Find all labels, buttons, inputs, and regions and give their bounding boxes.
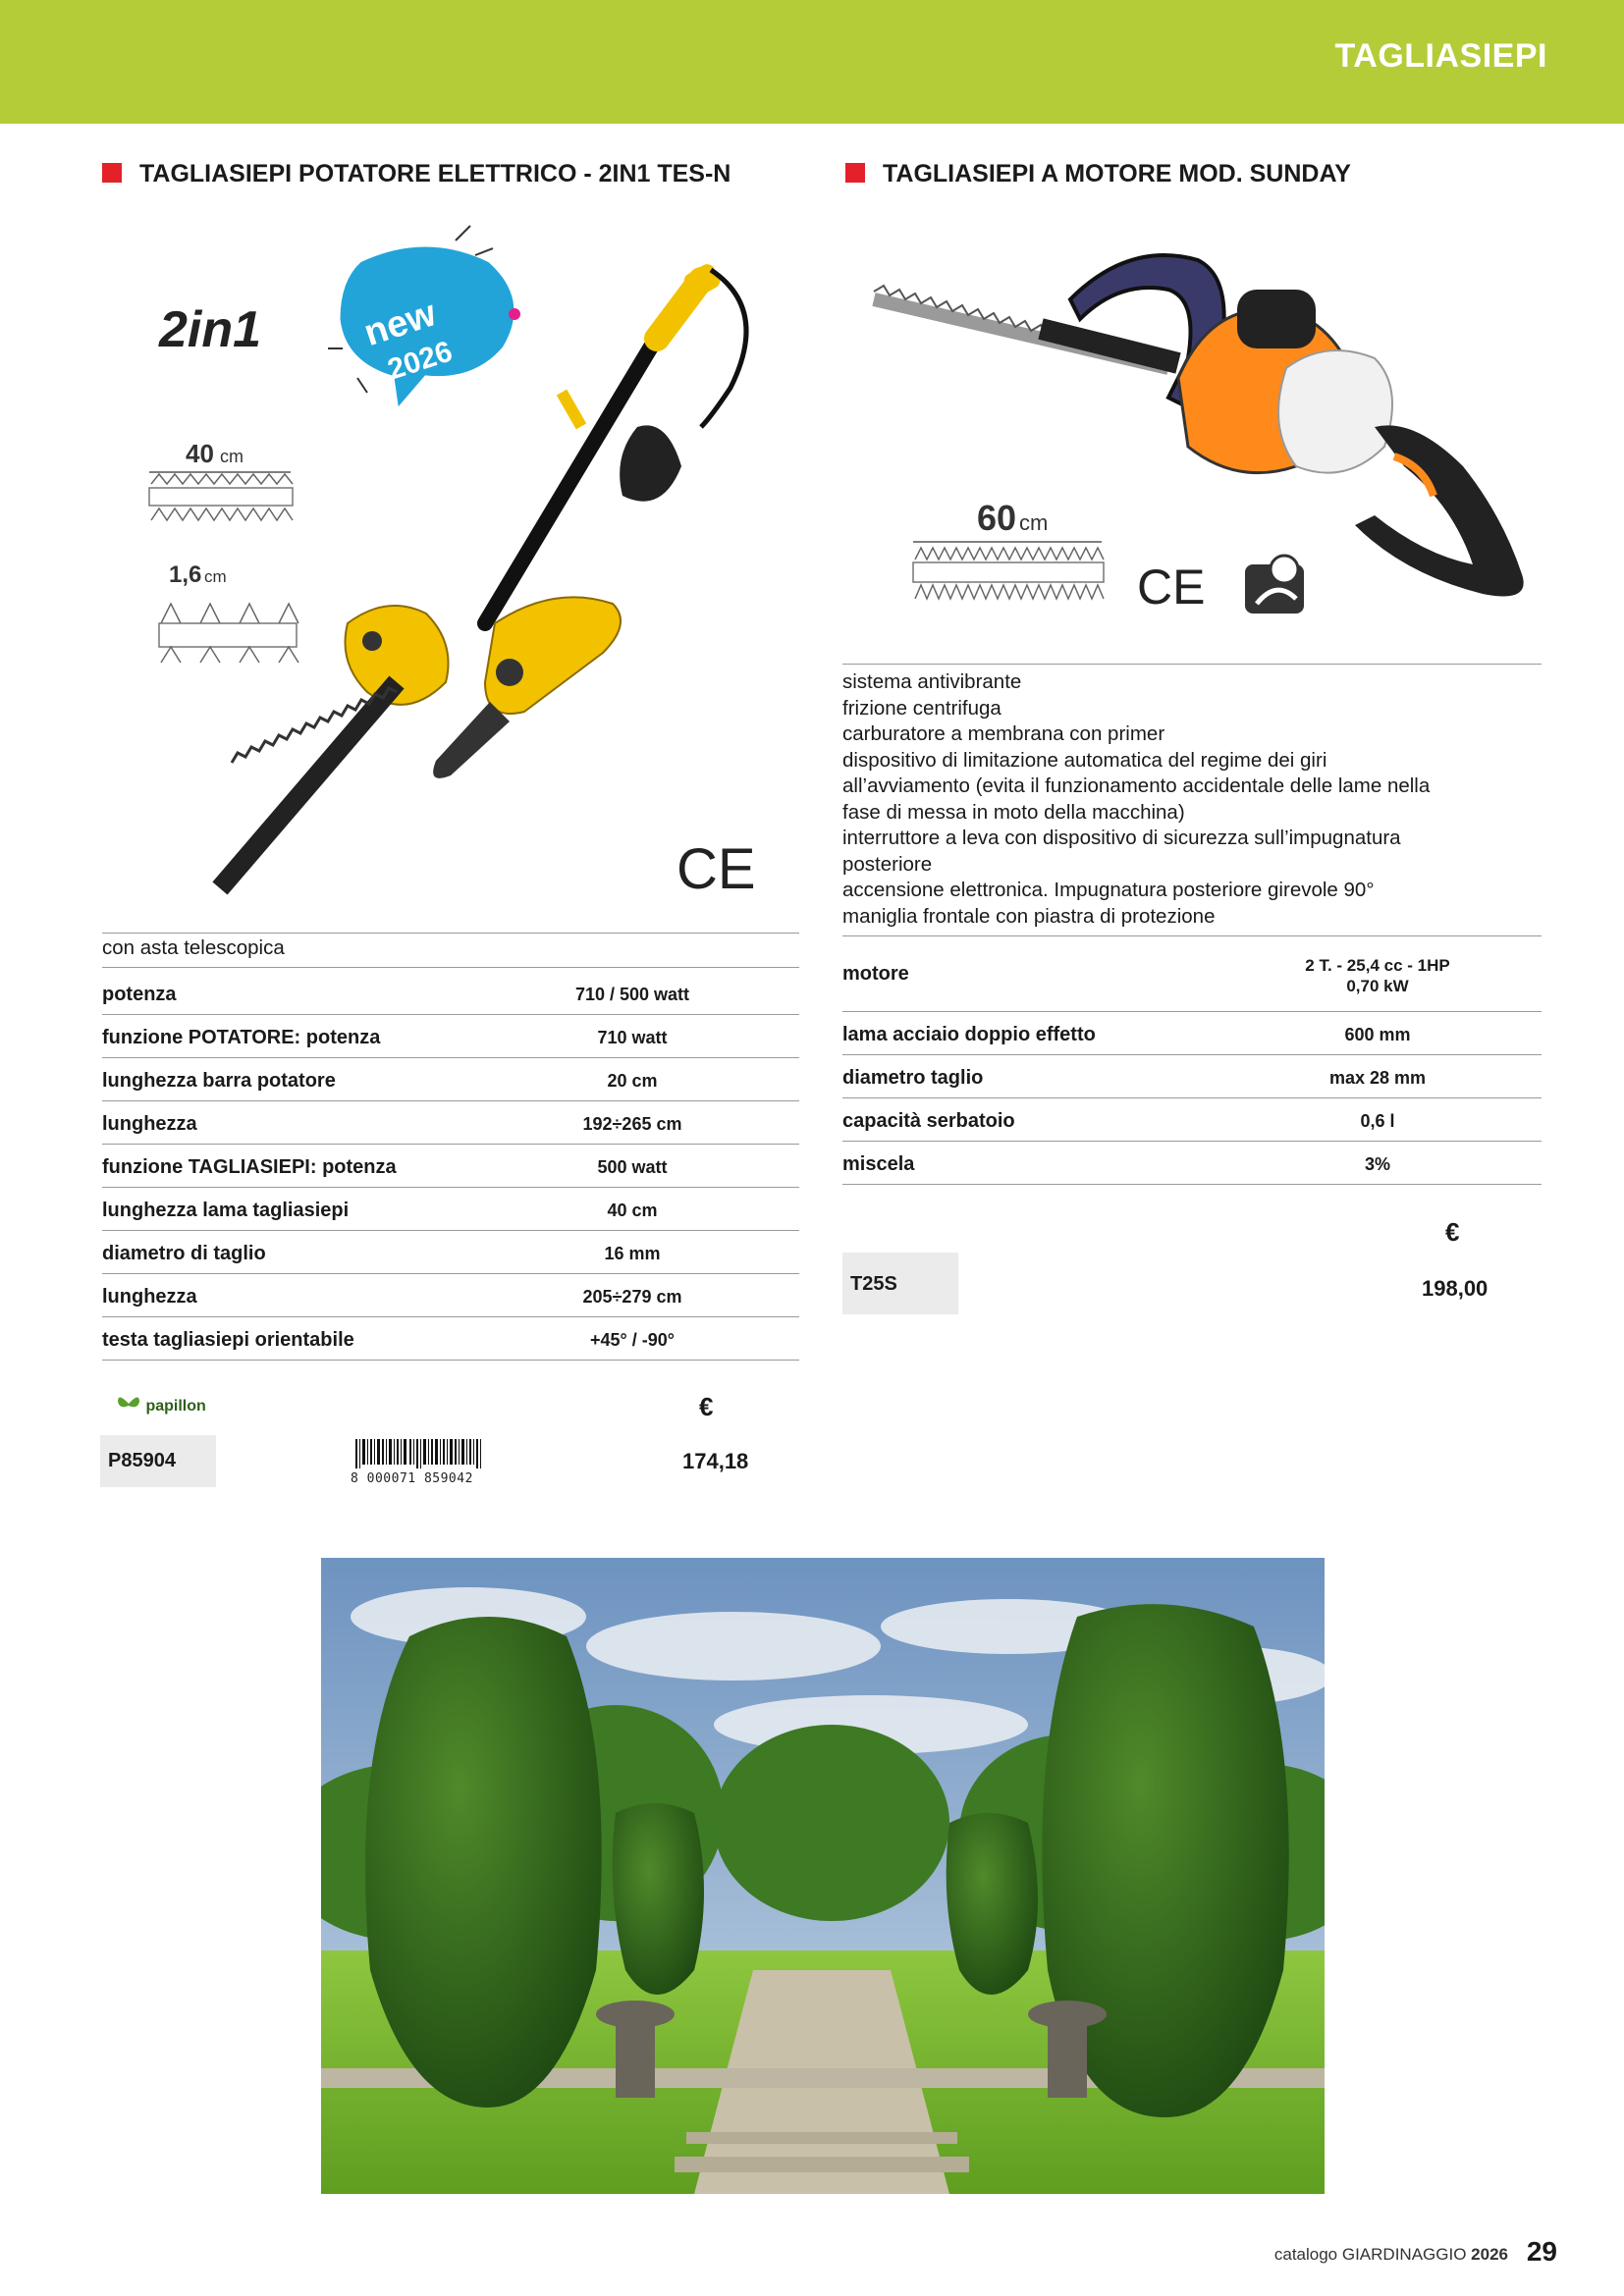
product-price: 174,18: [682, 1449, 749, 1473]
spec-row: motore 2 T. - 25,4 cc - 1HP 0,70 kW: [842, 936, 1542, 1012]
product-code: T25S: [842, 1253, 958, 1314]
feature-list: [842, 669, 1542, 930]
spec-row: potenza 710 / 500 watt: [102, 972, 799, 1015]
feature-line: dispositivo di limitazione automatica del regime dei giri: [842, 748, 1327, 772]
feature-line: accensione elettronica. Impugnatura posteriore girevole 90°: [842, 879, 1375, 901]
feature-line: sistema antivibrante: [842, 670, 1022, 693]
spec-row: lama acciaio doppio effetto 600 mm: [842, 1012, 1542, 1055]
left-intro-row: con asta telescopica: [102, 933, 799, 968]
spec-row: funzione TAGLIASIEPI: potenza 500 watt: [102, 1145, 799, 1188]
spec-row: testa tagliasiepi orientabile +45° / -90°: [102, 1317, 799, 1361]
product-price: 198,00: [1422, 1276, 1489, 1301]
features-top-divider: [842, 664, 1542, 665]
new-2026-badge: [328, 226, 520, 412]
left-product-image: [102, 221, 799, 908]
svg-text:60: 60: [977, 498, 1017, 538]
product-code: P85904: [100, 1435, 216, 1487]
svg-text:new: new: [358, 293, 442, 355]
svg-text:cm: cm: [204, 567, 227, 586]
safety-mark-icon: [1245, 556, 1304, 614]
right-product-image: [844, 221, 1543, 653]
right-product-title: TAGLIASIEPI A MOTORE MOD. SUNDAY: [845, 160, 1351, 188]
spec-row: miscela 3%: [842, 1142, 1542, 1185]
spec-row: lunghezza lama tagliasiepi 40 cm: [102, 1188, 799, 1231]
spec-row: lunghezza 205÷279 cm: [102, 1274, 799, 1317]
feature-line: fase di messa in moto della macchina): [842, 800, 1185, 824]
ce-mark: CE: [1137, 560, 1206, 614]
spec-row: diametro di taglio 16 mm: [102, 1231, 799, 1274]
spec-row: lunghezza 192÷265 cm: [102, 1101, 799, 1145]
spec-row: lunghezza barra potatore 20 cm: [102, 1058, 799, 1101]
hedge-trimmer-pruner-illustration: [102, 221, 799, 908]
catalog-footer: catalogo GIARDINAGGIO 2026: [1273, 2245, 1508, 2264]
feature-line: carburatore a membrana con primer: [842, 722, 1165, 745]
ce-mark: CE: [677, 837, 756, 901]
red-square-icon: [102, 163, 122, 183]
right-spec-table: [842, 935, 1542, 1185]
svg-text:40: 40: [186, 439, 214, 468]
currency-symbol: €: [699, 1392, 714, 1421]
svg-text:cm: cm: [1019, 510, 1049, 535]
petrol-hedge-trimmer-illustration: [844, 221, 1543, 653]
spec-row: capacità serbatoio 0,6 l: [842, 1098, 1542, 1142]
pruner-head: [433, 597, 621, 778]
feature-line: frizione centrifuga: [842, 696, 1001, 720]
spec-row: funzione POTATORE: potenza 710 watt: [102, 1015, 799, 1058]
papillon-brand-logo: papillon: [116, 1392, 206, 1421]
svg-text:cm: cm: [220, 447, 244, 466]
spec-row: diametro taglio max 28 mm: [842, 1055, 1542, 1098]
feature-line: all’avviamento (evita il funzionamento accidentale delle lame nella: [842, 774, 1431, 797]
hedge-trimmer-head: [220, 606, 449, 888]
feature-line: maniglia frontale con piastra di protezione: [842, 904, 1216, 928]
svg-text:2026: 2026: [384, 335, 457, 387]
barcode: 8 000071 859042: [351, 1439, 498, 1490]
svg-text:1,6: 1,6: [169, 561, 202, 588]
feature-line: posteriore: [842, 852, 933, 876]
left-spec-table: [102, 972, 799, 1361]
barcode-icon: [351, 1439, 498, 1468]
garden-scene-image: [321, 1558, 1325, 2194]
badge-2in1: 2in1: [159, 301, 262, 358]
red-square-icon: [845, 163, 865, 183]
blade: [874, 286, 1178, 368]
currency-symbol: €: [1445, 1217, 1460, 1247]
garden-topiary-photo: [321, 1558, 1325, 2194]
feature-line: interruttore a leva con dispositivo di sicurezza sull’impugnatura: [842, 827, 1401, 849]
header-band: [0, 0, 1624, 124]
left-product-title: TAGLIASIEPI POTATORE ELETTRICO - 2IN1 TES-N: [102, 160, 731, 188]
page-number: 29: [1526, 2236, 1557, 2267]
page-category-title: TAGLIASIEPI: [1334, 37, 1547, 75]
butterfly-icon: [116, 1392, 141, 1415]
